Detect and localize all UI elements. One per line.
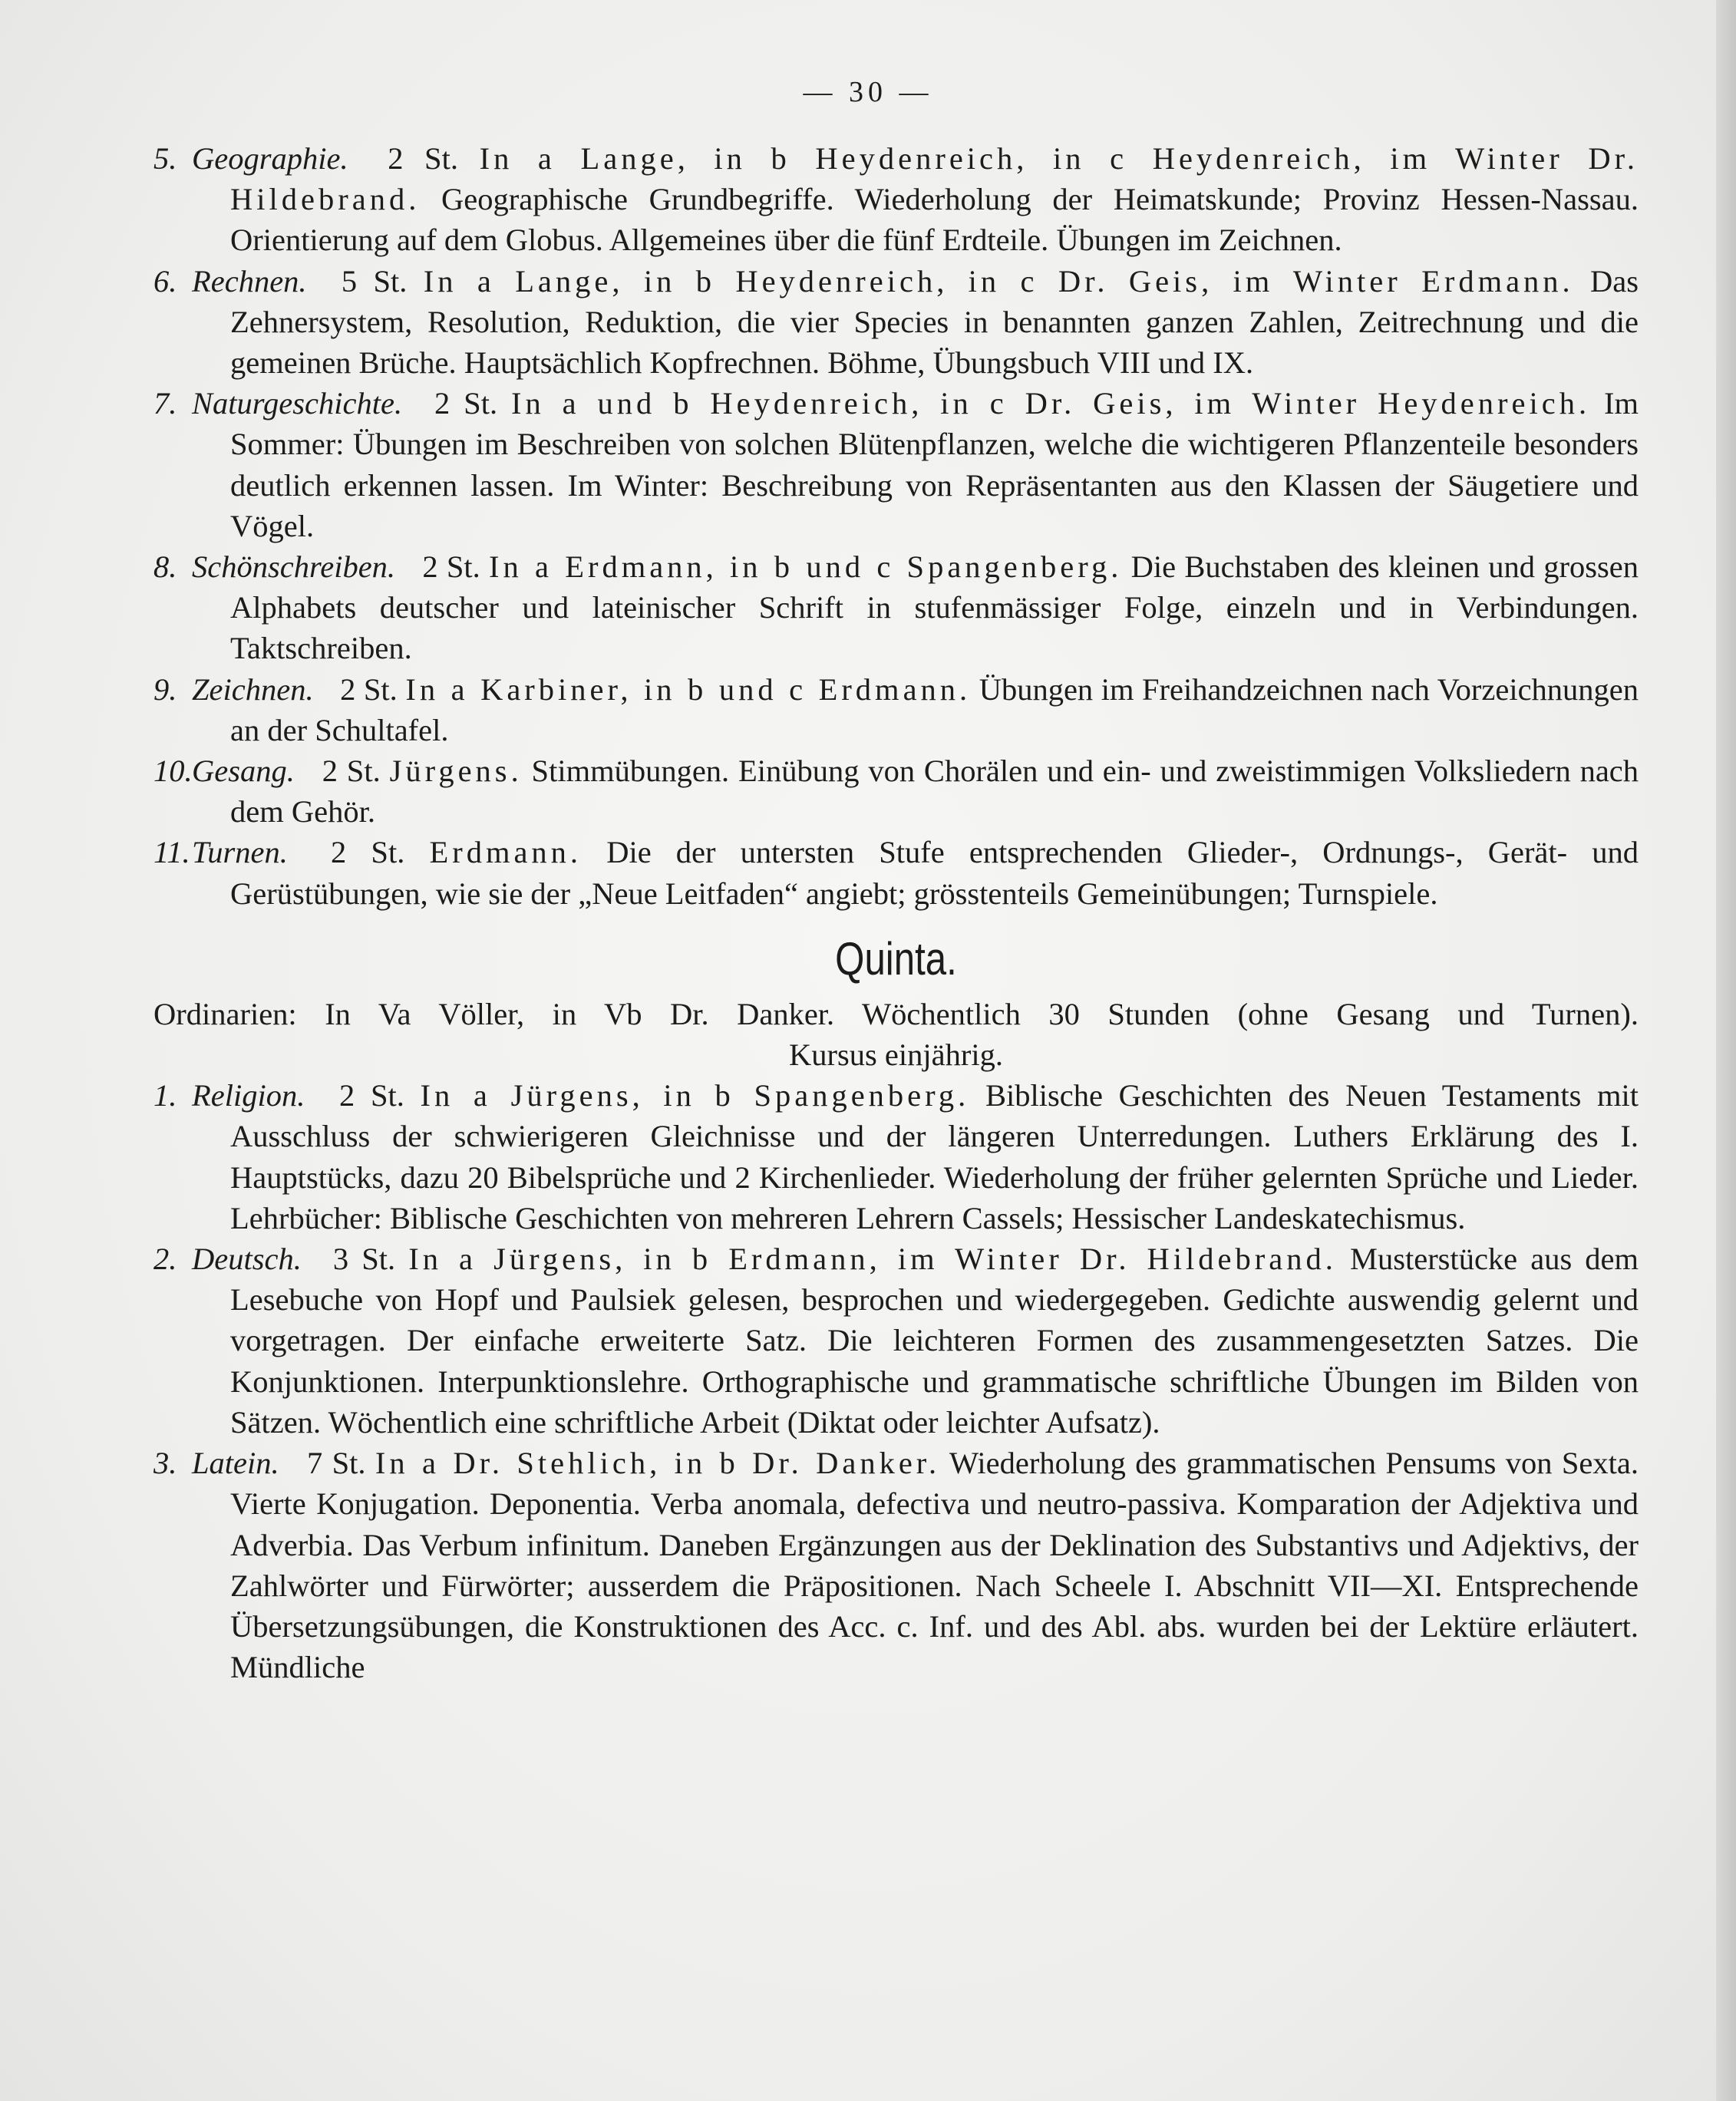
- list-item: 10.Gesang. 2 St. Jürgens. Stimmübungen. Einübung von Chorälen und ein- und zweistimmigen Volksliedern nach dem Gehör.: [153, 754, 1639, 830]
- list-item: 5. Geographie. 2 St. In a Lange, in b Heydenreich, in c Heydenreich, im Winter Dr. Hildebrand. Geographische Grundbegriffe. Wiederholung der Heimatskunde; Provinz Hessen-Nassau. Orientierung auf dem Globus. Allgemeines über die fünf Erdteile. Übungen im Zeichnen.: [153, 141, 1639, 258]
- ordinarien-line: Ordinarien: In Va Völler, in Vb Dr. Danker. Wöchentlich 30 Stunden (ohne Gesang und Turnen).: [153, 996, 1639, 1031]
- list-item: 6. Rechnen. 5 St. In a Lange, in b Heydenreich, in c Dr. Geis, im Winter Erdmann. Das Zehnersystem, Resolution, Reduktion, die vier Species in benannten ganzen Zahlen, Zeitrechnung und die gemeinen Brüche. Hauptsächlich Kopfrechnen. Böhme, Übungsbuch VIII und IX.: [153, 263, 1639, 381]
- list-item: 11.Turnen. 2 St. Erdmann. Die der untersten Stufe entsprechenden Glieder-, Ordnungs-, Gerät- und Gerüstübungen, wie sie der „Neue Leitfaden“ angiebt; grösstenteils Gemeinübungen; Turnspiele.: [153, 835, 1639, 911]
- list-item: 1. Religion. 2 St. In a Jürgens, in b Spangenberg. Biblische Geschichten des Neuen Testaments mit Ausschluss der schwierigeren Gleichnisse und der längeren Unterredungen. Luthers Erklärung des I. Hauptstücks, dazu 20 Bibelsprüche und 2 Kirchenlieder. Wiederholung der früher gelernten Sprüche und Lieder. Lehrbücher: Biblische Geschichten von mehreren Lehrern Cassels; Hessischer Landeskatechismus.: [153, 1078, 1639, 1235]
- section-heading: Quinta.: [835, 932, 957, 985]
- bottom-items: [153, 1075, 1639, 1687]
- list-item: 8. Schönschreiben. 2 St. In a Erdmann, in b und c Spangenberg. Die Buchstaben des kleinen und grossen Alphabets deutscher und lateinischer Schrift in stufenmässiger Folge, einzeln und in Verbindungen. Taktschreiben.: [153, 549, 1639, 666]
- top-items: [153, 138, 1639, 914]
- page-edge-shadow: [1716, 0, 1736, 2101]
- page-body: [153, 138, 1639, 1687]
- list-item: 2. Deutsch. 3 St. In a Jürgens, in b Erdmann, im Winter Dr. Hildebrand. Musterstücke aus dem Lesebuche von Hopf und Paulsiek gelesen, besprochen und wiedergegeben. Gedichte auswendig gelernt und vorgetragen. Der einfache erweiterte Satz. Die leichteren Formen des zusammengesetzten Satzes. Die Konjunktionen. Interpunktionslehre. Orthographische und grammatische schriftliche Übungen im Bilden von Sätzen. Wöchentlich eine schriftliche Arbeit (Diktat oder leichter Aufsatz).: [153, 1242, 1639, 1440]
- list-item: 3. Latein. 7 St. In a Dr. Stehlich, in b Dr. Danker. Wiederholung des grammatischen Pensums von Sexta. Vierte Konjugation. Deponentia. Verba anomala, defectiva und neutro-passiva. Komparation der Adjektiva und Adverbia. Das Verbum infinitum. Daneben Ergänzungen aus der Deklination des Substantivs und Adjektivs, der Zahlwörter und Fürwörter; ausserdem die Präpositionen. Nach Scheele I. Abschnitt VII—XI. Entsprechende Übersetzungsübungen, die Konstruktionen des Acc. c. Inf. und des Abl. abs. wurden bei der Lektüre erläutert. Mündliche: [153, 1446, 1639, 1685]
- kursus-line: Kursus einjährig.: [789, 1037, 1003, 1073]
- list-item: 9. Zeichnen. 2 St. In a Karbiner, in b und c Erdmann. Übungen im Freihandzeichnen nach Vorzeichnungen an der Schultafel.: [153, 671, 1639, 747]
- list-item: 7. Naturgeschichte. 2 St. In a und b Heydenreich, in c Dr. Geis, im Winter Heydenreich. Im Sommer: Übungen im Beschreiben von solchen Blütenpflanzen, welche die wichtigeren Pflanzenteile besonders deutlich erkennen lassen. Im Winter: Beschreibung von Repräsentanten aus den Klassen der Säugetiere und Vögel.: [153, 386, 1639, 543]
- page-number: — 30 —: [803, 76, 933, 108]
